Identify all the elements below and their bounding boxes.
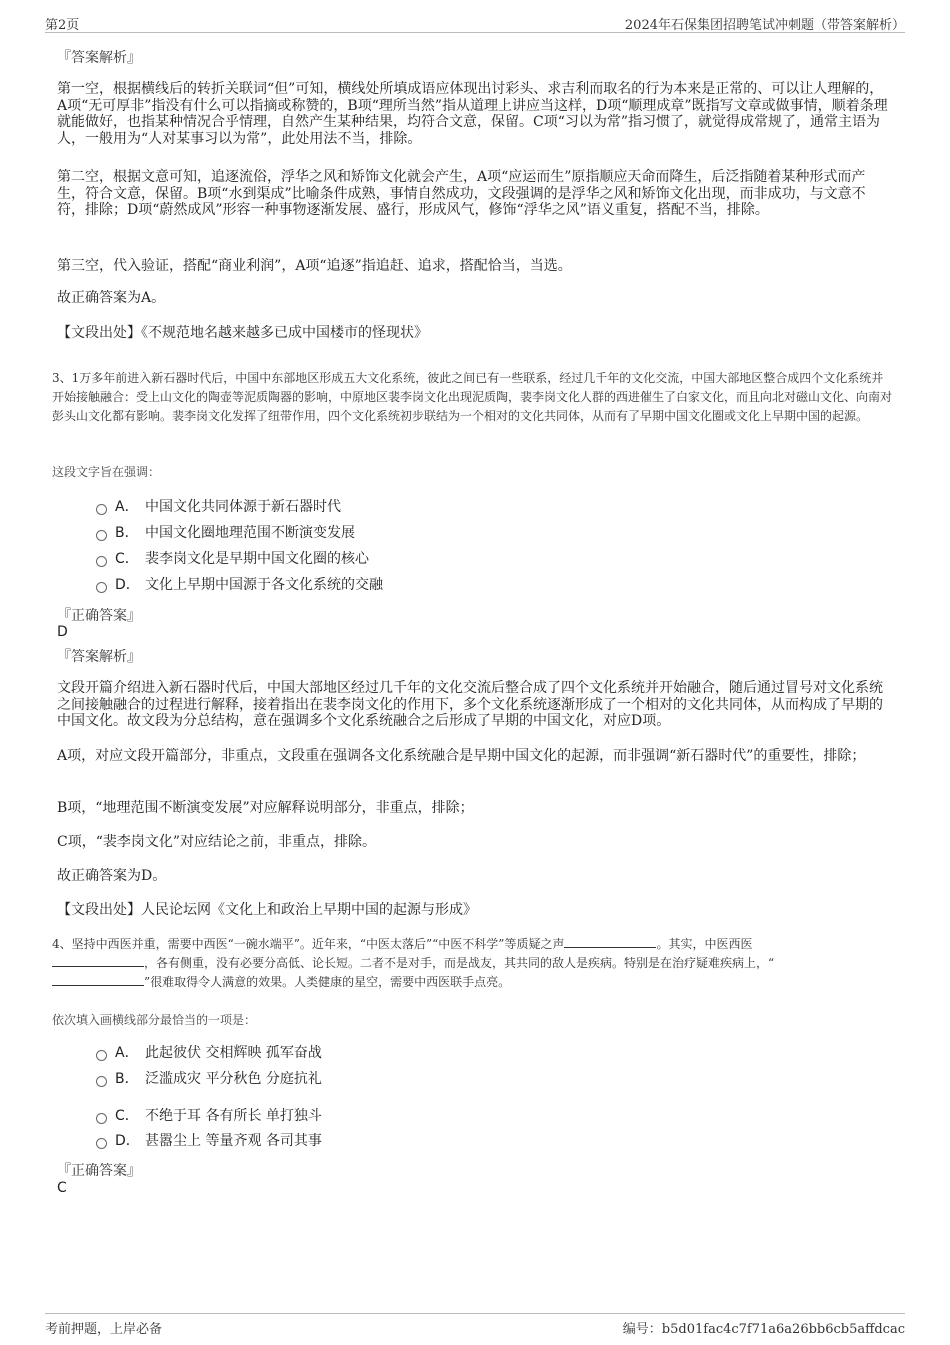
q4-option-c[interactable]: C． 不绝于耳 各有所长 单打独斗 — [96, 1106, 322, 1126]
q4-prompt: 依次填入画横线部分最恰当的一项是： — [52, 1013, 257, 1027]
q2-analysis-paragraph: 第三空，代入验证，搭配“商业利润”，A项“追逐”指追赶、追求，搭配恰当，当选。 — [57, 258, 572, 274]
q4-stem: 4、坚持中西医并重，需要中西医“一碗水端平”。近年来，“中医太落后”“中医不科学”等质疑之声 。其实，中医西医 ，各有侧重，没有必要分高低、论长短。二者不是对手，而是战友，其共同的敌人是疾病。特别是在治疗疑难疾病上，“ ”很难取得令人满意的效果。人类健康的星空，需要中西医联手点亮。 — [52, 937, 775, 989]
q3-source: 【文段出处】人民论坛网《文化上和政治上早期中国的起源与形成》 — [57, 902, 477, 918]
q3-analysis-label: 『答案解析』 — [57, 649, 141, 665]
radio-icon[interactable] — [96, 1113, 107, 1124]
q3-analysis-paragraph: C项，“裴李岗文化”对应结论之前，非重点，排除。 — [57, 834, 377, 850]
q2-analysis-label: 『答案解析』 — [57, 50, 141, 66]
q3-analysis-paragraph: B项，“地理范围不断演变发展”对应解释说明部分，非重点，排除； — [57, 800, 474, 816]
page-footer — [45, 1313, 905, 1337]
q2-answer-statement: 故正确答案为A。 — [57, 290, 166, 306]
radio-icon[interactable] — [96, 1050, 107, 1061]
q3-analysis-paragraph: A项，对应文段开篇部分，非重点，文段重在强调各文化系统融合是早期中国文化的起源，而非强调“新石器时代”的重要性，排除； — [57, 748, 866, 764]
fill-blank — [52, 973, 144, 986]
q3-option-a[interactable]: A． 中国文化共同体源于新石器时代 — [96, 497, 341, 517]
q3-prompt: 这段文字旨在强调： — [52, 465, 161, 479]
q2-analysis-paragraph: 第二空，根据文意可知，追逐流俗，浮华之风和矫饰文化就会产生，A项“应运而生”原指顺应天命而降生，后泛指随着某种形式而产生，符合文意，保留。B项“水到渠成”比喻条件成熟，事情自然成功，文段强调的是浮华之风和矫饰文化出现，而非成功，与文意不符，排除；D项“蔚然成风”形容一种事物逐渐发展、盛行，形成风气，修饰“浮华之风”语义重复，搭配不当，排除。 — [57, 169, 866, 219]
q3-correct-answer: D — [57, 624, 68, 640]
q4-option-a[interactable]: A． 此起彼伏 交相辉映 孤军奋战 — [96, 1043, 322, 1063]
q3-analysis-paragraph: 文段开篇介绍进入新石器时代后，中国大部地区经过几千年的文化交流后整合成了四个文化系统并开始融合，随后通过冒号对文化系统之间接触融合的过程进行解释，接着指出在裴李岗文化的作用下，多个文化系统逐渐形成了一个相对的文化共同体，从而构成了早期的中国文化。故文段为分总结构，意在强调多个文化系统融合之后形成了早期的中国文化，对应D项。 — [57, 680, 883, 730]
q4-correct-answer: C — [57, 1180, 67, 1196]
fill-blank — [52, 954, 144, 967]
page-number: 第2页 — [45, 18, 80, 33]
document-title: 2024年石保集团招聘笔试冲刺题（带答案解析） — [624, 18, 905, 33]
q3-correct-label: 『正确答案』 — [57, 608, 141, 624]
q4-option-b[interactable]: B． 泛滥成灾 平分秋色 分庭抗礼 — [96, 1069, 322, 1089]
q3-answer-statement: 故正确答案为D。 — [57, 868, 167, 884]
q2-source: 【文段出处】《不规范地名越来越多已成中国楼市的怪现状》 — [57, 325, 428, 341]
q2-analysis-paragraph: 第一空，根据横线后的转折关联词“但”可知，横线处所填成语应体现出讨彩头、求吉利而取名的行为本来是正常的、可以让人理解的，A项“无可厚非”指没有什么可以指摘或称赞的，B项“理所当然”指从道理上讲应当这样，D项“顺理成章”既指写文章或做事情，顺着条理就能做好，也指某种情况合乎情理，自然产生某种结果，均符合文意，保留。C项“习以为常”指习惯了，就觉得成常规了，通常主语为人，一般用为“人对某事习以为常”，此处用法不当，排除。 — [57, 81, 888, 148]
q4-option-d[interactable]: D． 甚嚣尘上 等量齐观 各司其事 — [96, 1131, 322, 1151]
q4-correct-label: 『正确答案』 — [57, 1163, 141, 1179]
fill-blank — [564, 935, 656, 948]
q3-option-b[interactable]: B． 中国文化圈地理范围不断演变发展 — [96, 523, 355, 543]
radio-icon[interactable] — [96, 556, 107, 567]
radio-icon[interactable] — [96, 582, 107, 593]
radio-icon[interactable] — [96, 1076, 107, 1087]
footer-slogan: 考前押题，上岸必备 — [45, 1322, 163, 1337]
page-header — [45, 14, 905, 33]
q3-option-d[interactable]: D． 文化上早期中国源于各文化系统的交融 — [96, 575, 383, 595]
q3-option-c[interactable]: C． 裴李岗文化是早期中国文化圈的核心 — [96, 549, 369, 569]
q3-stem: 3、1万多年前进入新石器时代后，中国中东部地区形成五大文化系统，彼此之间已有一些联系，经过几千年的文化交流，中国大部地区整合成四个文化系统并开始接触融合：受上山文化的陶壶等泥质陶器的影响，中原地区裴李岗文化出现泥质陶，裴李岗文化人群的西进催生了白家文化，而且向北对磁山文化、向南对彭头山文化都有影响。裴李岗文化发挥了纽带作用，四个文化系统初步联结为一个相对的文化共同体，从而有了早期中国文化圈或文化上早期中国的起源。 — [52, 371, 893, 423]
radio-icon[interactable] — [96, 530, 107, 541]
radio-icon[interactable] — [96, 1138, 107, 1149]
footer-code: 编号：b5d01fac4c7f71a6a26bb6cb5affdcac — [622, 1322, 905, 1337]
radio-icon[interactable] — [96, 504, 107, 515]
